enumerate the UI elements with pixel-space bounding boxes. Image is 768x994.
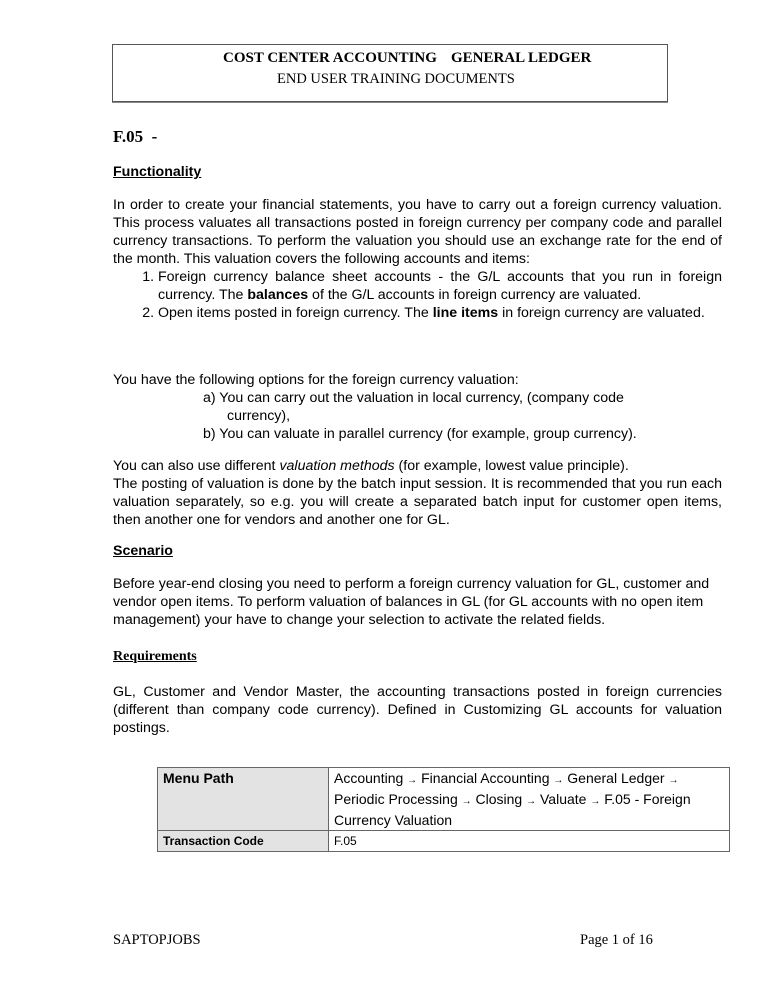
methods-paragraph: You can also use different valuation methods (for example, lowest value principle). The posting of valuation is done by the batch input session. It is recommended that you run each valuation separately, so e.g. you will create a separated batch input for customer open items, then another one for vendors and another one for GL. xyxy=(113,458,722,528)
tcode-label: Transaction Code xyxy=(158,831,329,852)
requirements-text: GL, Customer and Vendor Master, the accounting transactions posted in foreign currencies (different than company code currency). Defined in Customizing GL accounts for valuation postings. xyxy=(113,684,722,736)
tcode-value: F.05 xyxy=(329,831,730,852)
table-row xyxy=(158,768,730,831)
scenario-text: Before year-end closing you need to perform a foreign currency valuation for GL, customer and vendor open items. To perform valuation of balances in GL (for GL accounts with no open item management) your have to change your selection to activate the related fields. xyxy=(113,576,710,628)
functionality-section xyxy=(113,196,722,322)
menu-path-label: Menu Path xyxy=(158,768,329,831)
posting-text: The posting of valuation is done by the batch input session. It is recommended that you run each valuation separately, so e.g. you will create a separated batch input for customer open items, then another one for vendors and another one for GL. xyxy=(113,476,722,528)
list-item: 1. Foreign currency balance sheet accounts - the G/L accounts that you run in foreign currency. The balances of the G/L accounts in foreign currency are valuated. xyxy=(158,268,722,304)
header-title-row xyxy=(223,49,591,67)
menu-path-value: Accounting → Financial Accounting → General Ledger → Periodic Processing → Closing → Valuate → F.05 - Foreign Currency Valuation xyxy=(329,768,730,831)
transaction-table xyxy=(157,767,730,852)
functionality-heading: Functionality xyxy=(113,164,202,180)
header-subtitle: END USER TRAINING DOCUMENTS xyxy=(277,71,515,87)
scenario-heading: Scenario xyxy=(113,543,173,559)
options-list xyxy=(203,389,683,443)
options-intro: You have the following options for the foreign currency valuation: xyxy=(113,372,519,388)
page-number: Page 1 of 16 xyxy=(580,932,653,948)
table-row xyxy=(158,831,730,852)
footer-left: SAPTOPJOBS xyxy=(113,932,201,948)
header-title-back: COST CENTER ACCOUNTING xyxy=(223,50,437,66)
page-header-box xyxy=(112,44,668,102)
items-list xyxy=(113,268,722,322)
option-item: b) You can valuate in parallel currency (for example, group currency). xyxy=(203,426,637,442)
functionality-intro: In order to create your financial statements, you have to carry out a foreign currency valuation. This process valuates all transactions posted in foreign currency per company code and parallel currency transactions. To perform the valuation you should use an exchange rate for the end of the month. This valuation covers the following accounts and items: xyxy=(113,197,722,267)
doc-title: F.05 - xyxy=(113,127,158,146)
requirements-heading: Requirements xyxy=(113,649,197,664)
header-title-front: GENERAL LEDGER xyxy=(450,50,592,66)
list-item: 2. Open items posted in foreign currency. The line items in foreign currency are valuated. xyxy=(158,304,722,322)
option-item: a) You can carry out the valuation in local currency, (company code currency), xyxy=(203,390,624,424)
